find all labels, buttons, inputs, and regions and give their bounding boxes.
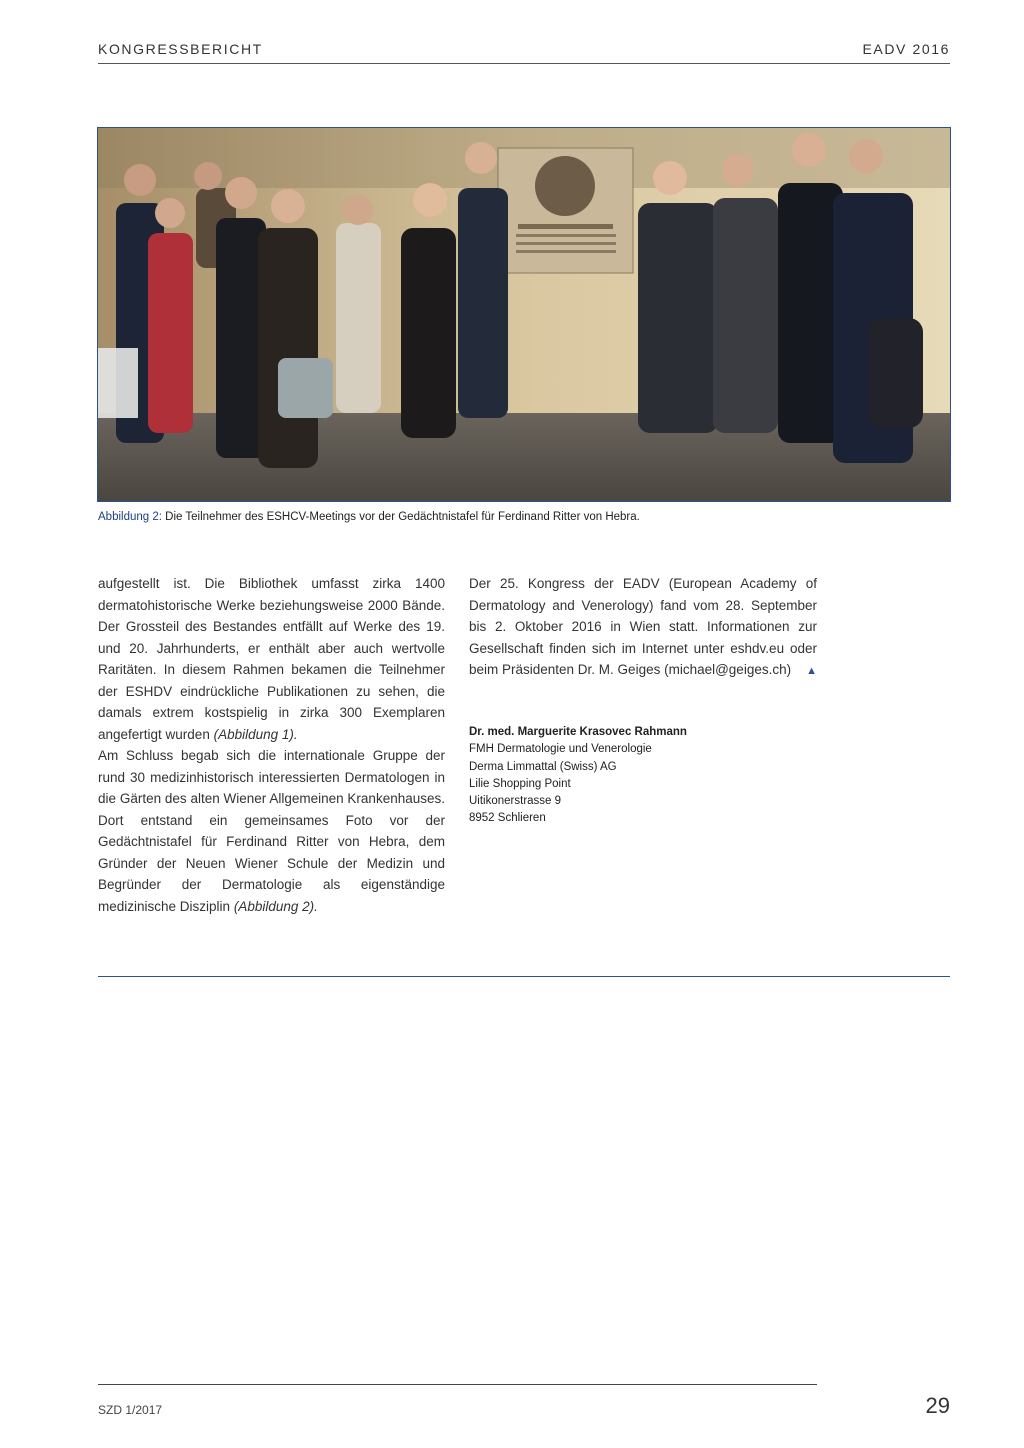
paragraph <box>469 573 817 681</box>
figure-reference: (Abbildung 2). <box>233 898 318 914</box>
author-line: FMH Dermatologie und Venerologie <box>469 743 652 756</box>
paragraph <box>98 745 445 917</box>
author-line: Derma Limmattal (Swiss) AG <box>469 760 617 773</box>
paragraph <box>98 573 445 745</box>
author-line: Uitikonerstrasse 9 <box>469 795 562 808</box>
author-line: Lilie Shopping Point <box>469 777 571 790</box>
figure-caption <box>98 511 640 523</box>
author-name: Dr. med. Marguerite Krasovec Rahmann <box>469 726 687 738</box>
figure-caption-label: Abbildung 2: <box>98 511 162 523</box>
group-photo-illustration <box>98 128 950 501</box>
paragraph-text: Der 25. Kongress der EADV (European Academy of Dermatology and Venerology) fand vom 28. September bis 2. Oktober 2016 in Wien statt. Informationen zur Gesellschaft finden sich im Internet unter eshdv.eu oder beim Präsidenten Dr. M. Geiges (michael@geiges.ch) <box>469 576 817 677</box>
end-of-article-triangle-icon: ▲ <box>806 665 817 677</box>
author-line: 8952 Schlieren <box>469 812 546 825</box>
page-number: 29 <box>925 1393 950 1418</box>
running-header-section: KONGRESSBERICHT <box>98 41 263 57</box>
group-photo <box>97 127 951 502</box>
running-header-event: EADV 2016 <box>862 41 950 57</box>
figure-caption-text: Die Teilnehmer des ESHCV-Meetings vor der Gedächtnistafel für Ferdinand Ritter von Hebra. <box>161 511 640 523</box>
author-address-block <box>469 724 687 828</box>
figure-reference: (Abbildung 1). <box>213 726 298 742</box>
footer-divider <box>98 1384 817 1385</box>
footer-journal: SZD 1/2017 <box>98 1403 163 1417</box>
paragraph-text: aufgestellt ist. Die Bibliothek umfasst zirka 1400 dermatohistorische Werke beziehungsweise 2000 Bände. Der Grossteil des Bestandes entfällt auf Werke des 19. und 20. Jahrhunderts, er enthält aber auch wertvolle Raritäten. In diesem Rahmen bekamen die Teilnehmer der ESHDV eindrückliche Publikationen zu sehen, die damals extrem kostspielig in zirka 300 Exemplaren angefertigt wurden <box>98 576 445 742</box>
header-divider <box>98 63 950 64</box>
paragraph-text: Am Schluss begab sich die internationale Gruppe der rund 30 medizinhistorisch interessierten Dermatologen in die Gärten des alten Wiener Allgemeinen Krankenhauses. Dort entstand ein gemeinsames Foto vor der Gedächtnistafel für Ferdinand Ritter von Hebra, dem Gründer der Neuen Wiener Schule der Medizin und Begründer der Dermatologie als eigenständige medizinische Disziplin <box>98 748 445 914</box>
article-column-right <box>469 573 817 683</box>
article-end-divider <box>98 976 950 977</box>
article-column-left <box>98 573 445 917</box>
